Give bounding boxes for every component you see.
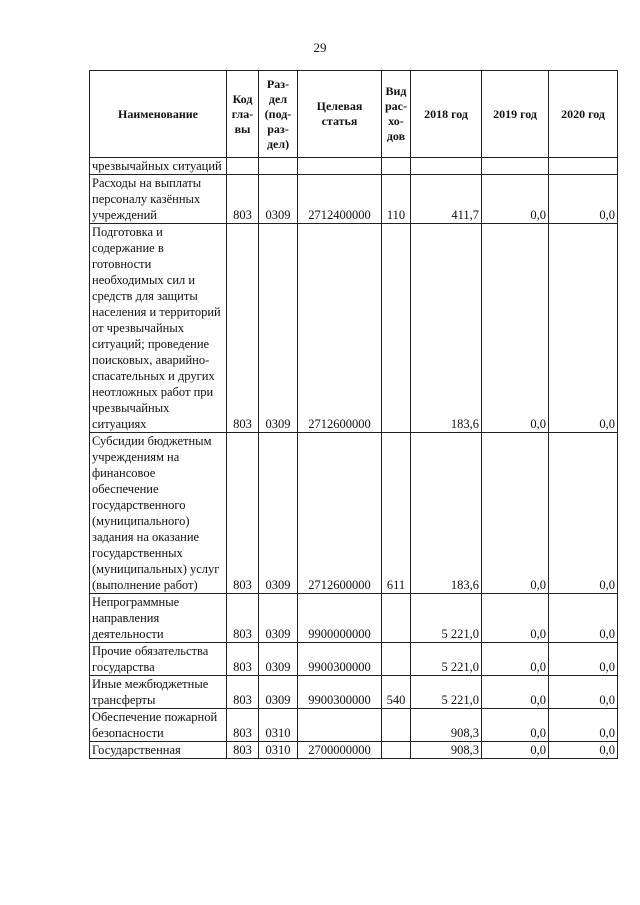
row-expense-type [382,594,411,643]
row-chapter-code: 803 [227,175,259,224]
row-value-2020: 0,0 [549,676,618,709]
row-value-2020: 0,0 [549,643,618,676]
table-row [90,158,618,175]
row-chapter-code: 803 [227,224,259,433]
table-row [90,643,618,676]
row-value-2018: 5 221,0 [411,594,482,643]
header-target-item: Целевая статья [298,71,382,158]
row-value-2018: 5 221,0 [411,676,482,709]
row-value-2018: 183,6 [411,224,482,433]
row-target-item: 2712600000 [298,224,382,433]
row-value-2019: 0,0 [482,676,549,709]
row-expense-type [382,709,411,742]
page-number: 29 [313,40,327,55]
row-value-2020: 0,0 [549,742,618,759]
row-value-2020: 0,0 [549,709,618,742]
row-value-2020: 0,0 [549,433,618,594]
row-value-2018: 5 221,0 [411,643,482,676]
row-value-2018: 908,3 [411,709,482,742]
row-target-item: 9900300000 [298,643,382,676]
row-chapter-code: 803 [227,643,259,676]
row-target-item [298,158,382,175]
row-chapter-code: 803 [227,594,259,643]
row-expense-type: 540 [382,676,411,709]
table-row [90,224,618,433]
row-value-2019: 0,0 [482,742,549,759]
row-chapter-code [227,158,259,175]
row-value-2018: 908,3 [411,742,482,759]
header-expense-type: Вид рас- хо- дов [382,71,411,158]
row-section: 0309 [259,224,298,433]
row-name: Непрограммные направления деятельности [90,594,227,643]
table-row [90,175,618,224]
row-value-2020: 0,0 [549,224,618,433]
row-value-2019: 0,0 [482,433,549,594]
row-chapter-code: 803 [227,742,259,759]
table-row [90,709,618,742]
header-chapter-code: Код гла- вы [227,71,259,158]
row-value-2019: 0,0 [482,224,549,433]
row-expense-type [382,742,411,759]
row-value-2019: 0,0 [482,594,549,643]
row-section [259,158,298,175]
row-expense-type [382,158,411,175]
row-target-item: 2712400000 [298,175,382,224]
row-expense-type: 611 [382,433,411,594]
row-target-item: 2712600000 [298,433,382,594]
row-section: 0309 [259,175,298,224]
row-value-2019: 0,0 [482,643,549,676]
budget-table [89,70,618,759]
row-chapter-code: 803 [227,709,259,742]
table-row [90,433,618,594]
header-year-2020: 2020 год [549,71,618,158]
row-value-2019 [482,158,549,175]
row-section: 0309 [259,643,298,676]
row-section: 0309 [259,433,298,594]
row-value-2020: 0,0 [549,175,618,224]
row-chapter-code: 803 [227,433,259,594]
header-section: Раз- дел (под- раз- дел) [259,71,298,158]
row-value-2018 [411,158,482,175]
row-value-2020: 0,0 [549,594,618,643]
row-expense-type [382,224,411,433]
row-name: Субсидии бюджетным учреждениям на финансовое обеспечение государственного (муниципального) задания на оказание государственных (муниципальных) услуг (выполнение работ) [90,433,227,594]
header-year-2019: 2019 год [482,71,549,158]
row-target-item [298,709,382,742]
row-expense-type [382,643,411,676]
table-row [90,594,618,643]
row-section: 0310 [259,709,298,742]
row-name: Подготовка и содержание в готовности необходимых сил и средств для защиты населения и территорий от чрезвычайных ситуаций; проведение поисковых, аварийно-спасательных и других неотложных работ при чрезвычайных ситуациях [90,224,227,433]
table-row [90,676,618,709]
row-name: чрезвычайных ситуаций [90,158,227,175]
row-section: 0310 [259,742,298,759]
row-name: Государственная [90,742,227,759]
row-value-2018: 183,6 [411,433,482,594]
row-name: Иные межбюджетные трансферты [90,676,227,709]
row-target-item: 2700000000 [298,742,382,759]
row-target-item: 9900000000 [298,594,382,643]
row-value-2019: 0,0 [482,709,549,742]
row-chapter-code: 803 [227,676,259,709]
header-name: Наименование [90,71,227,158]
header-year-2018: 2018 год [411,71,482,158]
row-target-item: 9900300000 [298,676,382,709]
row-expense-type: 110 [382,175,411,224]
row-value-2020 [549,158,618,175]
row-value-2019: 0,0 [482,175,549,224]
row-name: Обеспечение пожарной безопасности [90,709,227,742]
row-name: Прочие обязательства государства [90,643,227,676]
table-row [90,742,618,759]
row-section: 0309 [259,594,298,643]
header-row [90,71,618,158]
row-section: 0309 [259,676,298,709]
row-name: Расходы на выплаты персоналу казённых учреждений [90,175,227,224]
row-value-2018: 411,7 [411,175,482,224]
